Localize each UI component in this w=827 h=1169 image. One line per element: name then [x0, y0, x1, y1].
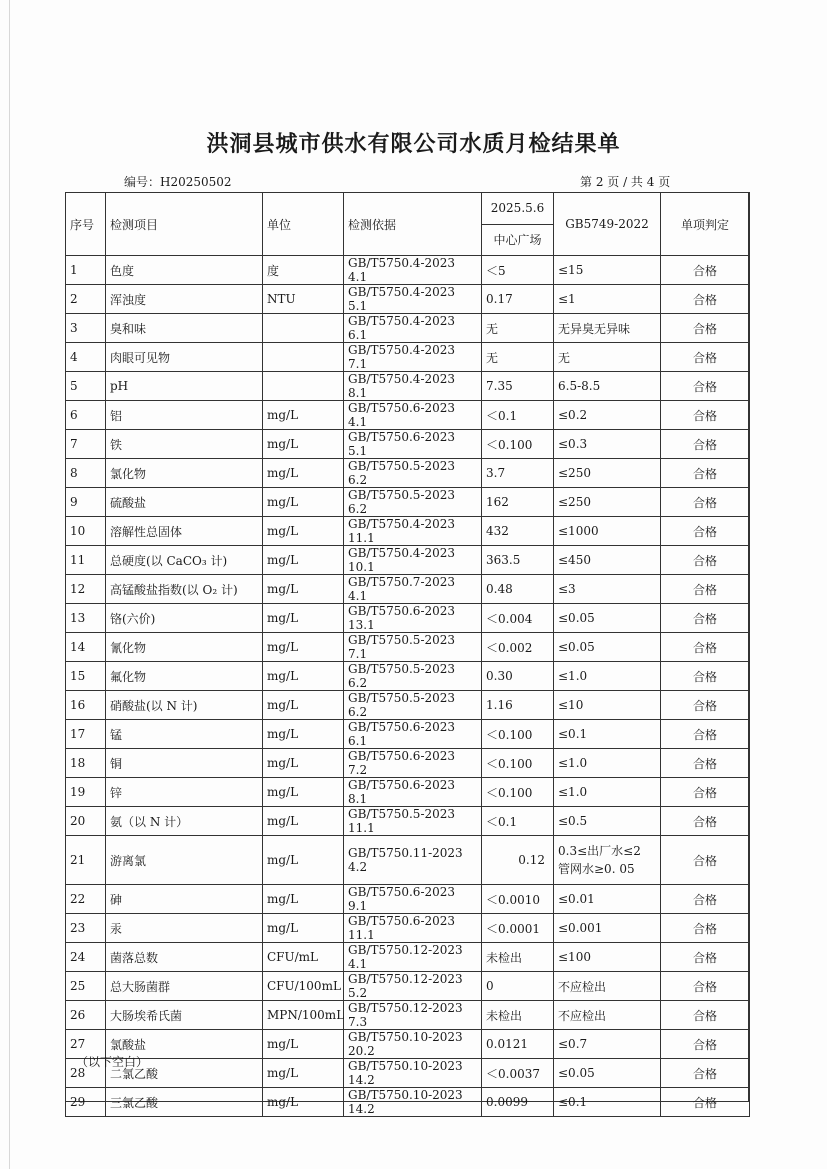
table-row — [66, 285, 750, 314]
row-basis: GB/T5750.6-2023 7.2 — [344, 749, 482, 778]
row-no: 7 — [66, 430, 106, 459]
row-result: 合格 — [661, 778, 750, 807]
row-unit: mg/L — [263, 1059, 344, 1088]
row-result: 合格 — [661, 633, 750, 662]
row-no: 29 — [66, 1088, 106, 1117]
row-result: 合格 — [661, 343, 750, 372]
row-standard: ≤450 — [554, 546, 661, 575]
row-no: 22 — [66, 885, 106, 914]
table-row — [66, 914, 750, 943]
row-standard: ≤250 — [554, 459, 661, 488]
row-basis: GB/T5750.6-2023 11.1 — [344, 914, 482, 943]
row-unit: mg/L — [263, 488, 344, 517]
row-value: ＜0.100 — [482, 430, 554, 459]
row-no: 27 — [66, 1030, 106, 1059]
row-result: 合格 — [661, 459, 750, 488]
row-item: 锰 — [106, 720, 263, 749]
row-standard: ≤1.0 — [554, 749, 661, 778]
row-basis: GB/T5750.12-2023 4.1 — [344, 943, 482, 972]
row-no: 23 — [66, 914, 106, 943]
row-no: 16 — [66, 691, 106, 720]
row-unit — [263, 372, 344, 401]
row-basis: GB/T5750.4-2023 6.1 — [344, 314, 482, 343]
table-row — [66, 401, 750, 430]
table-row — [66, 885, 750, 914]
row-result: 合格 — [661, 914, 750, 943]
row-standard — [554, 836, 661, 885]
table-row — [66, 1030, 750, 1059]
row-basis: GB/T5750.10-2023 14.2 — [344, 1059, 482, 1088]
row-no: 2 — [66, 285, 106, 314]
header-standard: GB5749-2022 — [554, 193, 661, 256]
row-standard: ≤10 — [554, 691, 661, 720]
row-item: 总硬度(以 CaCO₃ 计) — [106, 546, 263, 575]
row-result: 合格 — [661, 1088, 750, 1117]
table-row — [66, 488, 750, 517]
row-basis: GB/T5750.5-2023 6.2 — [344, 691, 482, 720]
row-result: 合格 — [661, 1001, 750, 1030]
row-item: 锌 — [106, 778, 263, 807]
row-no: 1 — [66, 256, 106, 285]
header-no: 序号 — [66, 193, 106, 256]
row-unit: mg/L — [263, 885, 344, 914]
table-row — [66, 575, 750, 604]
row-no: 25 — [66, 972, 106, 1001]
row-unit — [263, 343, 344, 372]
row-result: 合格 — [661, 885, 750, 914]
table-header-row — [66, 193, 750, 225]
row-basis: GB/T5750.6-2023 8.1 — [344, 778, 482, 807]
row-basis: GB/T5750.5-2023 6.2 — [344, 488, 482, 517]
row-value: 162 — [482, 488, 554, 517]
row-unit: mg/L — [263, 1088, 344, 1117]
row-standard-line: 0.3≤出厂水≤2 — [558, 844, 641, 858]
row-item: 总大肠菌群 — [106, 972, 263, 1001]
row-value: 未检出 — [482, 1001, 554, 1030]
row-value: ＜0.004 — [482, 604, 554, 633]
row-no: 28 — [66, 1059, 106, 1088]
row-value: 432 — [482, 517, 554, 546]
row-value: 无 — [482, 343, 554, 372]
row-basis: GB/T5750.6-2023 6.1 — [344, 720, 482, 749]
row-no: 26 — [66, 1001, 106, 1030]
row-result: 合格 — [661, 720, 750, 749]
row-item: 铜 — [106, 749, 263, 778]
row-basis: GB/T5750.4-2023 5.1 — [344, 285, 482, 314]
row-no: 9 — [66, 488, 106, 517]
row-no: 21 — [66, 836, 106, 885]
row-basis: GB/T5750.5-2023 6.2 — [344, 662, 482, 691]
table-row — [66, 256, 750, 285]
row-standard: ≤1000 — [554, 517, 661, 546]
row-unit: 度 — [263, 256, 344, 285]
row-basis: GB/T5750.11-2023 4.2 — [344, 836, 482, 885]
row-standard: ≤0.05 — [554, 1059, 661, 1088]
table-row — [66, 430, 750, 459]
row-standard: ≤1 — [554, 285, 661, 314]
row-no: 14 — [66, 633, 106, 662]
row-item: 肉眼可见物 — [106, 343, 263, 372]
table-row — [66, 972, 750, 1001]
row-result: 合格 — [661, 604, 750, 633]
row-basis: GB/T5750.6-2023 9.1 — [344, 885, 482, 914]
row-no: 18 — [66, 749, 106, 778]
row-item: 氨（以 N 计） — [106, 807, 263, 836]
row-item: 砷 — [106, 885, 263, 914]
row-result: 合格 — [661, 691, 750, 720]
row-unit: mg/L — [263, 914, 344, 943]
row-item: 铬(六价) — [106, 604, 263, 633]
row-no: 17 — [66, 720, 106, 749]
row-no: 19 — [66, 778, 106, 807]
row-standard: ≤0.3 — [554, 430, 661, 459]
header-unit: 单位 — [263, 193, 344, 256]
row-item: 汞 — [106, 914, 263, 943]
row-no: 8 — [66, 459, 106, 488]
row-item: 铝 — [106, 401, 263, 430]
row-standard-line: 管网水≥0. 05 — [558, 862, 635, 876]
row-standard: ≤100 — [554, 943, 661, 972]
row-standard: 不应检出 — [554, 972, 661, 1001]
table-row — [66, 343, 750, 372]
row-item: pH — [106, 372, 263, 401]
row-unit: mg/L — [263, 604, 344, 633]
page-title: 洪洞县城市供水有限公司水质月检结果单 — [206, 131, 621, 157]
header-date: 2025.5.6 — [482, 193, 554, 225]
row-result: 合格 — [661, 1030, 750, 1059]
row-basis: GB/T5750.4-2023 4.1 — [344, 256, 482, 285]
row-unit: mg/L — [263, 749, 344, 778]
table-row — [66, 836, 750, 885]
row-standard: ≤0.01 — [554, 885, 661, 914]
row-basis: GB/T5750.10-2023 14.2 — [344, 1088, 482, 1117]
row-value: ＜5 — [482, 256, 554, 285]
row-basis: GB/T5750.4-2023 10.1 — [344, 546, 482, 575]
row-standard: ≤0.1 — [554, 720, 661, 749]
row-basis: GB/T5750.10-2023 20.2 — [344, 1030, 482, 1059]
row-value: 无 — [482, 314, 554, 343]
header-judgement: 单项判定 — [661, 193, 750, 256]
row-basis: GB/T5750.12-2023 7.3 — [344, 1001, 482, 1030]
row-standard: ≤0.001 — [554, 914, 661, 943]
row-item: 大肠埃希氏菌 — [106, 1001, 263, 1030]
row-value: 0.12 — [482, 836, 554, 885]
row-standard: ≤0.05 — [554, 604, 661, 633]
row-unit: mg/L — [263, 517, 344, 546]
row-unit: mg/L — [263, 720, 344, 749]
row-item: 三氯乙酸 — [106, 1088, 263, 1117]
row-result: 合格 — [661, 1059, 750, 1088]
row-basis: GB/T5750.7-2023 4.1 — [344, 575, 482, 604]
row-standard: ≤250 — [554, 488, 661, 517]
row-value: ＜0.100 — [482, 778, 554, 807]
row-result: 合格 — [661, 401, 750, 430]
row-unit: mg/L — [263, 459, 344, 488]
row-result: 合格 — [661, 372, 750, 401]
table-row — [66, 459, 750, 488]
table-row — [66, 662, 750, 691]
row-result: 合格 — [661, 662, 750, 691]
row-basis: GB/T5750.5-2023 7.1 — [344, 633, 482, 662]
row-item: 铁 — [106, 430, 263, 459]
row-item: 高锰酸盐指数(以 O₂ 计) — [106, 575, 263, 604]
table-row — [66, 749, 750, 778]
table-row — [66, 1088, 750, 1117]
row-no: 3 — [66, 314, 106, 343]
row-result: 合格 — [661, 836, 750, 885]
row-item: 臭和味 — [106, 314, 263, 343]
header-item: 检测项目 — [106, 193, 263, 256]
row-unit: NTU — [263, 285, 344, 314]
table-row — [66, 517, 750, 546]
row-result: 合格 — [661, 430, 750, 459]
row-value: 0.48 — [482, 575, 554, 604]
page-number: 第 2 页 / 共 4 页 — [580, 175, 671, 189]
row-value: 0.17 — [482, 285, 554, 314]
header-basis: 检测依据 — [344, 193, 482, 256]
row-basis: GB/T5750.5-2023 6.2 — [344, 459, 482, 488]
table-row — [66, 807, 750, 836]
row-result: 合格 — [661, 285, 750, 314]
row-result: 合格 — [661, 314, 750, 343]
table-row — [66, 314, 750, 343]
row-value: 363.5 — [482, 546, 554, 575]
row-item: 游离氯 — [106, 836, 263, 885]
row-unit: mg/L — [263, 836, 344, 885]
table-row — [66, 720, 750, 749]
row-unit — [263, 314, 344, 343]
row-value: ＜0.0010 — [482, 885, 554, 914]
row-standard: ≤0.2 — [554, 401, 661, 430]
row-basis: GB/T5750.12-2023 5.2 — [344, 972, 482, 1001]
row-unit: mg/L — [263, 575, 344, 604]
row-item: 氯化物 — [106, 459, 263, 488]
row-result: 合格 — [661, 749, 750, 778]
row-item: 菌落总数 — [106, 943, 263, 972]
row-no: 6 — [66, 401, 106, 430]
row-value: ＜0.100 — [482, 720, 554, 749]
row-unit: mg/L — [263, 546, 344, 575]
row-item: 浑浊度 — [106, 285, 263, 314]
row-unit: MPN/100mL — [263, 1001, 344, 1030]
row-basis: GB/T5750.6-2023 5.1 — [344, 430, 482, 459]
row-no: 5 — [66, 372, 106, 401]
row-unit: mg/L — [263, 807, 344, 836]
row-standard: ≤1.0 — [554, 778, 661, 807]
table-row — [66, 1001, 750, 1030]
row-value: 未检出 — [482, 943, 554, 972]
row-standard: 不应检出 — [554, 1001, 661, 1030]
row-standard: ≤0.5 — [554, 807, 661, 836]
row-value: 0 — [482, 972, 554, 1001]
row-unit: CFU/100mL — [263, 972, 344, 1001]
row-value: ＜0.002 — [482, 633, 554, 662]
row-unit: mg/L — [263, 1030, 344, 1059]
row-value: ＜0.1 — [482, 401, 554, 430]
row-standard: 6.5-8.5 — [554, 372, 661, 401]
footer-blank-note: （以下空白） — [76, 1055, 149, 1069]
header-location: 中心广场 — [482, 224, 554, 256]
row-standard: ≤15 — [554, 256, 661, 285]
row-result: 合格 — [661, 488, 750, 517]
row-standard: ≤3 — [554, 575, 661, 604]
row-value: ＜0.0001 — [482, 914, 554, 943]
row-standard: ≤1.0 — [554, 662, 661, 691]
row-result: 合格 — [661, 943, 750, 972]
row-standard: ≤0.05 — [554, 633, 661, 662]
table-row — [66, 372, 750, 401]
row-unit: CFU/mL — [263, 943, 344, 972]
row-item: 氟化物 — [106, 662, 263, 691]
table-row — [66, 1059, 750, 1088]
row-unit: mg/L — [263, 633, 344, 662]
row-no: 20 — [66, 807, 106, 836]
row-basis: GB/T5750.6-2023 4.1 — [344, 401, 482, 430]
table-row — [66, 604, 750, 633]
row-basis: GB/T5750.6-2023 13.1 — [344, 604, 482, 633]
row-no: 10 — [66, 517, 106, 546]
row-no: 11 — [66, 546, 106, 575]
row-unit: mg/L — [263, 430, 344, 459]
page-edge-line — [9, 0, 10, 1169]
row-result: 合格 — [661, 972, 750, 1001]
table-row — [66, 546, 750, 575]
row-basis: GB/T5750.4-2023 7.1 — [344, 343, 482, 372]
table-row — [66, 633, 750, 662]
row-item: 硫酸盐 — [106, 488, 263, 517]
results-table — [65, 192, 750, 1117]
row-value: 0.0121 — [482, 1030, 554, 1059]
row-value: 0.30 — [482, 662, 554, 691]
row-unit: mg/L — [263, 401, 344, 430]
row-value: ＜0.1 — [482, 807, 554, 836]
table-row — [66, 691, 750, 720]
row-item: 色度 — [106, 256, 263, 285]
row-basis: GB/T5750.4-2023 8.1 — [344, 372, 482, 401]
row-result: 合格 — [661, 807, 750, 836]
row-item: 硝酸盐(以 N 计) — [106, 691, 263, 720]
row-result: 合格 — [661, 256, 750, 285]
row-value: 0.0099 — [482, 1088, 554, 1117]
document-number: 编号：H20250502 — [124, 175, 232, 189]
row-item: 溶解性总固体 — [106, 517, 263, 546]
table-row — [66, 778, 750, 807]
row-result: 合格 — [661, 517, 750, 546]
table-row — [66, 943, 750, 972]
row-no: 4 — [66, 343, 106, 372]
row-standard: 无 — [554, 343, 661, 372]
row-value: 7.35 — [482, 372, 554, 401]
row-value: 1.16 — [482, 691, 554, 720]
row-unit: mg/L — [263, 662, 344, 691]
row-unit: mg/L — [263, 691, 344, 720]
row-standard: ≤0.7 — [554, 1030, 661, 1059]
row-standard: 无异臭无异味 — [554, 314, 661, 343]
row-no: 24 — [66, 943, 106, 972]
row-value: 3.7 — [482, 459, 554, 488]
row-no: 12 — [66, 575, 106, 604]
row-value: ＜0.100 — [482, 749, 554, 778]
row-no: 13 — [66, 604, 106, 633]
row-result: 合格 — [661, 546, 750, 575]
row-standard: ≤0.1 — [554, 1088, 661, 1117]
row-basis: GB/T5750.4-2023 11.1 — [344, 517, 482, 546]
row-no: 15 — [66, 662, 106, 691]
row-value: ＜0.0037 — [482, 1059, 554, 1088]
row-item: 氯酸盐 — [106, 1030, 263, 1059]
row-basis: GB/T5750.5-2023 11.1 — [344, 807, 482, 836]
row-item: 氰化物 — [106, 633, 263, 662]
row-result: 合格 — [661, 575, 750, 604]
row-unit: mg/L — [263, 778, 344, 807]
row-item: 二氯乙酸 — [106, 1059, 263, 1088]
